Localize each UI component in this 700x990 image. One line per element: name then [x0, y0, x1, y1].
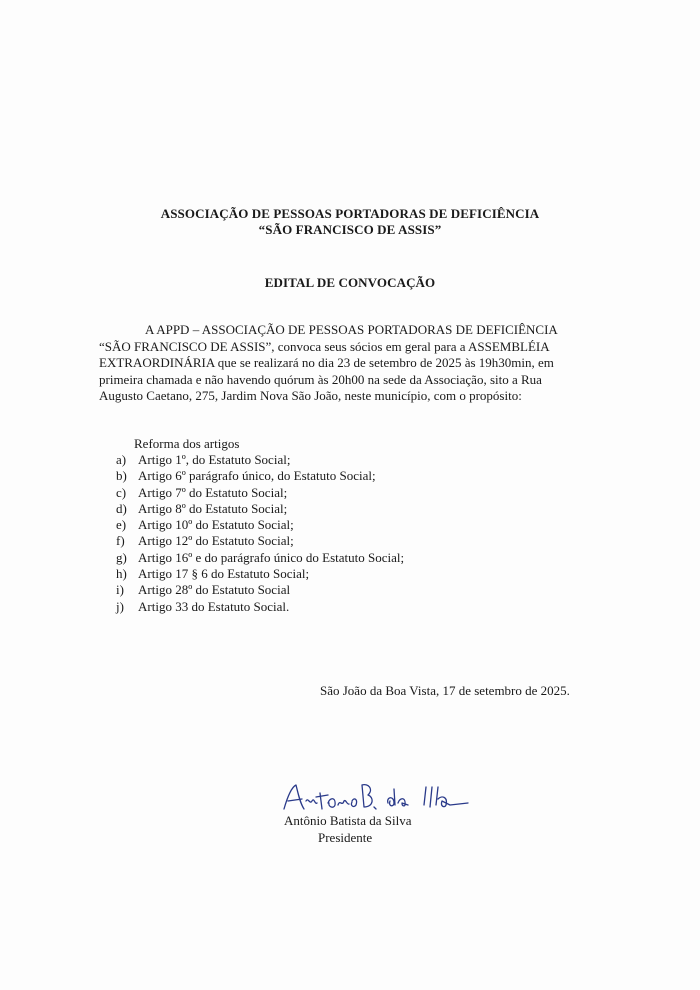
item-letter: h) [116, 566, 127, 582]
item-text: Artigo 16º e do parágrafo único do Estatuto Social; [138, 549, 405, 565]
item-text: Artigo 28º do Estatuto Social [138, 582, 291, 598]
item-text: Artigo 33 do Estatuto Social. [138, 598, 290, 614]
list-item [116, 550, 404, 566]
organization-name: ASSOCIAÇÃO DE PESSOAS PORTADORAS DE DEFICIÊNCIA [160, 206, 540, 221]
item-text: Artigo 10º do Estatuto Social; [138, 517, 294, 533]
list-item [116, 468, 404, 484]
list-item [116, 566, 404, 582]
item-letter: g) [116, 549, 127, 565]
signer-name: Antônio Batista da Silva [284, 813, 412, 828]
place-and-date: São João da Boa Vista, 17 de setembro de 2025. [320, 683, 570, 698]
paragraph-line: “SÃO FRANCISCO DE ASSIS”, convoca seus sócios em geral para a ASSEMBLÉIA [99, 338, 550, 354]
item-letter: c) [116, 484, 127, 500]
list-item [116, 517, 404, 533]
organization-subtitle: “SÃO FRANCISCO DE ASSIS” [258, 222, 442, 237]
item-text: Artigo 17 § 6 do Estatuto Social; [138, 566, 310, 582]
signer-role: Presidente [318, 830, 373, 845]
paragraph-line: Augusto Caetano, 275, Jardim Nova São João, neste município, com o propósito: [99, 388, 522, 404]
paragraph-line: EXTRAORDINÁRIA que se realizará no dia 23 de setembro de 2025 às 19h30min, em [99, 355, 554, 371]
list-item [116, 485, 404, 501]
list-item [116, 582, 404, 598]
item-letter: i) [116, 582, 124, 598]
convocation-paragraph [99, 322, 605, 405]
list-item [116, 533, 404, 549]
list-item [116, 452, 404, 468]
item-letter: d) [116, 500, 127, 516]
paragraph-line: primeira chamada e não havendo quórum às 20h00 na sede da Associação, sito a Rua [99, 371, 542, 387]
item-text: Artigo 1º, do Estatuto Social; [138, 452, 291, 467]
item-text: Artigo 7º do Estatuto Social; [138, 484, 288, 500]
item-text: Artigo 8º do Estatuto Social; [138, 500, 288, 516]
item-letter: f) [116, 533, 125, 549]
item-letter: e) [116, 517, 127, 533]
item-letter: j) [116, 598, 124, 614]
item-letter: a) [116, 452, 127, 467]
reform-heading: Reforma dos artigos [134, 436, 240, 451]
item-text: Artigo 6º parágrafo único, do Estatuto Social; [138, 468, 376, 484]
article-list [116, 452, 404, 615]
document-title: EDITAL DE CONVOCAÇÃO [264, 275, 436, 290]
list-item [116, 599, 404, 615]
item-letter: b) [116, 468, 127, 484]
list-item [116, 501, 404, 517]
paragraph-line: A APPD – ASSOCIAÇÃO DE PESSOAS PORTADORAS DE DEFICIÊNCIA [145, 322, 558, 337]
item-text: Artigo 12º do Estatuto Social; [138, 533, 294, 549]
